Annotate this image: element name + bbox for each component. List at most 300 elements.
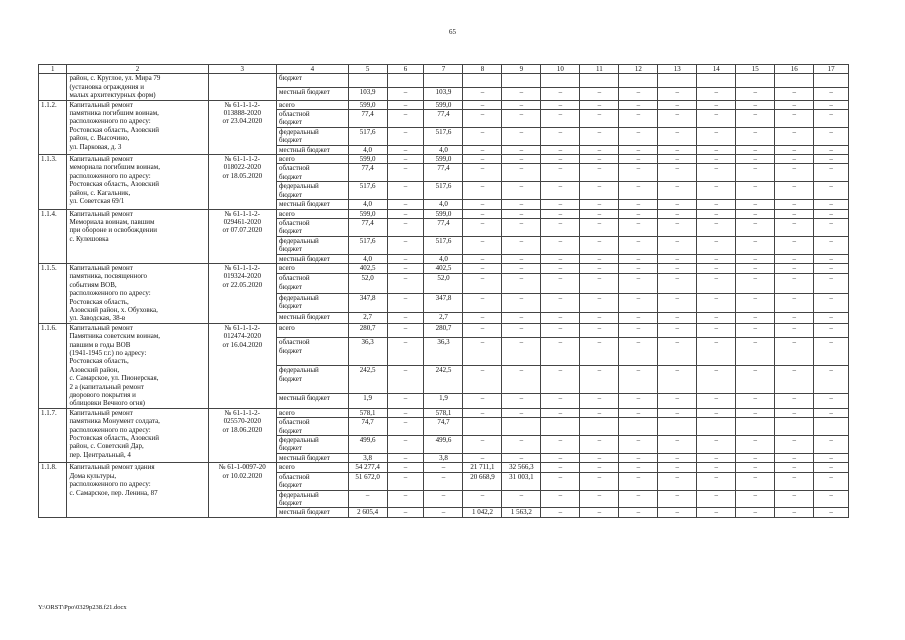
column-number: 7	[424, 65, 463, 74]
amount-cell: –	[814, 508, 849, 517]
amount-cell: –	[697, 209, 736, 218]
amount-cell: –	[580, 110, 619, 128]
amount-cell	[775, 418, 814, 436]
table-row	[39, 209, 849, 218]
cell-line: Капитальный ремонт	[69, 155, 133, 164]
amount-cell: –	[580, 164, 619, 182]
amount-cell: –	[502, 110, 541, 128]
cell-line: от 23.04.2020	[222, 117, 263, 126]
cell-line: малых архитектурных форм)	[69, 91, 156, 100]
amount-cell: 402,5	[348, 263, 387, 273]
cell-line: Капитальный ремонт	[69, 323, 133, 332]
funding-source	[277, 338, 349, 366]
amount-cell: –	[541, 274, 580, 294]
cell-line: от 18.05.2020	[222, 171, 263, 180]
amount-cell: –	[736, 209, 775, 218]
expertise-document	[208, 209, 276, 263]
amount-cell: –	[580, 366, 619, 394]
file-path: Y:\ORST\Ppo\0329p238.f21.docx	[38, 604, 127, 611]
amount-cell: 21 711,1	[463, 463, 502, 472]
amount-cell: –	[736, 490, 775, 508]
cell-line: ул. Заводская, 38-в	[69, 314, 126, 323]
amount-cell: –	[736, 366, 775, 394]
amount-cell: –	[736, 182, 775, 200]
amount-cell: –	[697, 472, 736, 490]
amount-cell: –	[580, 87, 619, 100]
amount-cell: –	[387, 366, 424, 394]
amount-cell: –	[580, 508, 619, 517]
amount-cell: –	[387, 145, 424, 154]
cell-line: бюджет	[279, 74, 302, 83]
amount-cell: –	[658, 164, 697, 182]
amount-cell: –	[658, 254, 697, 263]
funding-source	[277, 155, 349, 164]
amount-cell	[541, 74, 580, 87]
amount-cell: –	[697, 323, 736, 338]
amount-cell: –	[658, 463, 697, 472]
cell-line: с. Самарское, пер. Ленина, 87	[69, 488, 158, 497]
amount-cell: –	[502, 293, 541, 313]
cell-line: местный бюджет	[279, 200, 330, 209]
cell-line: федеральный	[279, 436, 319, 445]
amount-cell: –	[463, 218, 502, 236]
amount-cell	[580, 418, 619, 436]
amount-cell: –	[697, 436, 736, 454]
amount-cell: –	[619, 263, 658, 273]
amount-cell: –	[502, 323, 541, 338]
cell-line: бюджет	[279, 374, 302, 383]
cell-line: местный бюджет	[279, 394, 330, 403]
cell-line: местный бюджет	[279, 87, 330, 96]
cell-line: облицовки Вечного огня)	[69, 399, 145, 408]
amount-cell: –	[387, 338, 424, 366]
column-number: 5	[348, 65, 387, 74]
amount-cell: –	[387, 236, 424, 254]
amount-cell: –	[814, 472, 849, 490]
amount-cell: –	[463, 145, 502, 154]
amount-cell: 599,0	[348, 100, 387, 109]
amount-cell: –	[697, 182, 736, 200]
amount-cell: –	[387, 127, 424, 145]
amount-cell: –	[814, 408, 849, 417]
amount-cell: –	[580, 145, 619, 154]
amount-cell: –	[619, 100, 658, 109]
amount-cell: 599,0	[424, 209, 463, 218]
amount-cell: –	[619, 164, 658, 182]
cell-line: всего	[279, 100, 295, 109]
amount-cell: –	[775, 408, 814, 417]
amount-cell	[348, 74, 387, 87]
column-number: 1	[39, 65, 67, 74]
item-number: 1.1.2.	[39, 100, 67, 154]
object-name	[67, 463, 208, 517]
amount-cell: –	[502, 209, 541, 218]
amount-cell: –	[658, 408, 697, 417]
item-number: 1.1.4.	[39, 209, 67, 263]
amount-cell: –	[463, 200, 502, 209]
funding-source	[277, 366, 349, 394]
amount-cell: –	[387, 472, 424, 490]
amount-cell: –	[697, 218, 736, 236]
amount-cell: –	[348, 490, 387, 508]
amount-cell: –	[658, 453, 697, 462]
amount-cell: –	[580, 274, 619, 294]
amount-cell: –	[619, 218, 658, 236]
amount-cell: 599,0	[348, 209, 387, 218]
amount-cell: –	[580, 313, 619, 323]
amount-cell: –	[736, 274, 775, 294]
amount-cell: –	[736, 508, 775, 517]
column-number: 8	[463, 65, 502, 74]
amount-cell: –	[463, 127, 502, 145]
amount-cell: 77,4	[348, 218, 387, 236]
amount-cell: –	[814, 87, 849, 100]
amount-cell: –	[541, 408, 580, 417]
cell-line: дворового покрытия и	[69, 391, 136, 400]
cell-line: областной	[279, 338, 310, 347]
amount-cell: 2,7	[424, 313, 463, 323]
cell-line: № 61-1-1-2-	[224, 155, 260, 164]
amount-cell: –	[463, 313, 502, 323]
cell-line: расположенного по адресу:	[69, 425, 151, 434]
cell-line: всего	[279, 408, 295, 417]
amount-cell: 4,0	[424, 200, 463, 209]
amount-cell: –	[387, 453, 424, 462]
amount-cell: –	[814, 366, 849, 394]
amount-cell	[736, 74, 775, 87]
amount-cell: –	[814, 209, 849, 218]
table-row	[39, 74, 849, 87]
cell-line: местный бюджет	[279, 453, 330, 462]
amount-cell: –	[619, 366, 658, 394]
column-number: 3	[208, 65, 276, 74]
amount-cell	[736, 418, 775, 436]
amount-cell: –	[736, 87, 775, 100]
amount-cell: –	[463, 323, 502, 338]
amount-cell: –	[775, 218, 814, 236]
funding-source	[277, 453, 349, 462]
amount-cell: –	[541, 313, 580, 323]
amount-cell: –	[541, 490, 580, 508]
cell-line: Азовский район, х. Обуховка,	[69, 305, 158, 314]
amount-cell: 599,0	[424, 100, 463, 109]
amount-cell: 4,0	[348, 145, 387, 154]
object-name	[67, 100, 208, 154]
funding-source	[277, 254, 349, 263]
expertise-document	[208, 463, 276, 517]
amount-cell: –	[541, 263, 580, 273]
amount-cell: –	[814, 313, 849, 323]
cell-line: бюджет	[279, 172, 302, 181]
amount-cell: –	[697, 408, 736, 417]
amount-cell: –	[697, 145, 736, 154]
expertise-document	[208, 155, 276, 209]
cell-line: местный бюджет	[279, 508, 330, 517]
amount-cell: –	[502, 453, 541, 462]
cell-line: федеральный	[279, 293, 319, 302]
amount-cell: –	[580, 394, 619, 409]
amount-cell: –	[658, 274, 697, 294]
amount-cell: 517,6	[424, 236, 463, 254]
cell-line: при обороне и освобождении	[69, 226, 158, 235]
amount-cell: –	[736, 127, 775, 145]
amount-cell: –	[424, 472, 463, 490]
amount-cell: –	[814, 218, 849, 236]
amount-cell	[814, 74, 849, 87]
amount-cell: –	[697, 87, 736, 100]
table-row	[39, 155, 849, 164]
amount-cell: –	[658, 313, 697, 323]
amount-cell: 517,6	[348, 127, 387, 145]
amount-cell	[541, 418, 580, 436]
amount-cell: 499,6	[348, 436, 387, 454]
amount-cell	[658, 74, 697, 87]
column-number: 15	[736, 65, 775, 74]
cell-line: бюджет	[279, 444, 302, 453]
amount-cell	[424, 74, 463, 87]
amount-cell: –	[463, 436, 502, 454]
amount-cell: –	[463, 155, 502, 164]
amount-cell: 4,0	[424, 145, 463, 154]
cell-line: областной	[279, 472, 310, 481]
amount-cell: –	[775, 274, 814, 294]
amount-cell: –	[658, 366, 697, 394]
item-number: 1.1.3.	[39, 155, 67, 209]
amount-cell: 52,0	[424, 274, 463, 294]
amount-cell: –	[814, 110, 849, 128]
amount-cell: –	[463, 394, 502, 409]
amount-cell: –	[697, 463, 736, 472]
amount-cell: 599,0	[424, 155, 463, 164]
cell-line: бюджет	[279, 498, 302, 507]
amount-cell: –	[619, 293, 658, 313]
amount-cell: –	[775, 313, 814, 323]
cell-line: событиям ВОВ,	[69, 280, 117, 289]
amount-cell: –	[424, 490, 463, 508]
funding-source	[277, 263, 349, 273]
amount-cell: –	[814, 293, 849, 313]
amount-cell: –	[697, 127, 736, 145]
column-number: 9	[502, 65, 541, 74]
amount-cell: –	[580, 236, 619, 254]
expertise-document	[208, 408, 276, 462]
amount-cell: –	[541, 182, 580, 200]
amount-cell: –	[580, 293, 619, 313]
amount-cell: –	[658, 338, 697, 366]
amount-cell: –	[387, 263, 424, 273]
funding-source	[277, 418, 349, 436]
amount-cell: –	[697, 200, 736, 209]
amount-cell: 52,0	[348, 274, 387, 294]
column-number: 12	[619, 65, 658, 74]
cell-line: Ростовская область,	[69, 297, 129, 306]
cell-line: памятника погибшим воинам,	[69, 109, 159, 118]
amount-cell: 499,6	[424, 436, 463, 454]
amount-cell: –	[775, 254, 814, 263]
amount-cell: –	[775, 164, 814, 182]
cell-line: расположенного по адресу:	[69, 117, 151, 126]
amount-cell: –	[387, 490, 424, 508]
cell-line: Капитальный ремонт здания	[69, 463, 155, 472]
cell-line: местный бюджет	[279, 313, 330, 322]
amount-cell	[580, 74, 619, 87]
amount-cell: –	[502, 127, 541, 145]
cell-line: Ростовская область, Азовский	[69, 125, 160, 134]
amount-cell: –	[541, 155, 580, 164]
cell-line: 029461-2020	[223, 217, 261, 226]
amount-cell: –	[541, 472, 580, 490]
amount-cell: –	[697, 254, 736, 263]
amount-cell: –	[619, 236, 658, 254]
funding-source	[277, 490, 349, 508]
object-name	[67, 155, 208, 209]
cell-line: бюджет	[279, 346, 302, 355]
amount-cell: –	[387, 110, 424, 128]
table-row	[39, 463, 849, 472]
amount-cell: 3,8	[424, 453, 463, 462]
amount-cell: 517,6	[348, 182, 387, 200]
cell-line: областной	[279, 164, 310, 173]
amount-cell: 4,0	[424, 254, 463, 263]
amount-cell: 517,6	[424, 182, 463, 200]
amount-cell: –	[580, 408, 619, 417]
cell-line: бюджет	[279, 302, 302, 311]
amount-cell: –	[580, 155, 619, 164]
cell-line: расположенного по адресу:	[69, 289, 151, 298]
cell-line: областной	[279, 110, 310, 119]
amount-cell: 103,9	[348, 87, 387, 100]
funding-source	[277, 436, 349, 454]
amount-cell: –	[463, 209, 502, 218]
amount-cell: –	[697, 263, 736, 273]
amount-cell: –	[619, 155, 658, 164]
amount-cell: –	[541, 508, 580, 517]
amount-cell: –	[814, 200, 849, 209]
amount-cell: –	[463, 110, 502, 128]
amount-cell: 242,5	[348, 366, 387, 394]
amount-cell: 54 277,4	[348, 463, 387, 472]
amount-cell: –	[658, 472, 697, 490]
amount-cell: –	[619, 313, 658, 323]
cell-line: Дома культуры,	[69, 471, 117, 480]
funding-source	[277, 145, 349, 154]
amount-cell: –	[463, 100, 502, 109]
amount-cell: –	[619, 453, 658, 462]
column-number: 13	[658, 65, 697, 74]
amount-cell: 20 668,9	[463, 472, 502, 490]
cell-line: бюджет	[279, 227, 302, 236]
funding-source	[277, 394, 349, 409]
amount-cell	[697, 74, 736, 87]
amount-cell: –	[580, 200, 619, 209]
amount-cell: –	[697, 490, 736, 508]
amount-cell: 599,0	[348, 155, 387, 164]
column-number-row	[39, 65, 849, 74]
amount-cell: –	[658, 155, 697, 164]
amount-cell: –	[736, 408, 775, 417]
amount-cell: –	[658, 218, 697, 236]
column-number: 11	[580, 65, 619, 74]
amount-cell: –	[775, 155, 814, 164]
amount-cell: –	[424, 508, 463, 517]
amount-cell: –	[658, 323, 697, 338]
funding-source	[277, 463, 349, 472]
amount-cell: –	[736, 436, 775, 454]
amount-cell: –	[619, 87, 658, 100]
cell-line: с. Самарское, ул. Пионерская,	[69, 374, 159, 383]
object-name	[67, 408, 208, 462]
amount-cell: –	[736, 100, 775, 109]
funding-source	[277, 110, 349, 128]
cell-line: № 61-1-1-2-	[224, 209, 260, 218]
cell-line: 2 а (капитальный ремонт	[69, 382, 144, 391]
amount-cell: –	[580, 100, 619, 109]
amount-cell: 74,7	[348, 418, 387, 436]
cell-line: с. Кулешовка	[69, 234, 109, 243]
cell-line: федеральный	[279, 127, 319, 136]
column-number: 10	[541, 65, 580, 74]
cell-line: от 16.04.2020	[222, 340, 263, 349]
cell-line: павшим в годы ВОВ	[69, 340, 131, 349]
amount-cell: –	[387, 436, 424, 454]
cell-line: местный бюджет	[279, 254, 330, 263]
amount-cell: –	[775, 293, 814, 313]
amount-cell: –	[463, 182, 502, 200]
amount-cell	[619, 74, 658, 87]
amount-cell: 1,9	[348, 394, 387, 409]
cell-line: 012474-2020	[223, 332, 261, 341]
funding-source	[277, 182, 349, 200]
column-number: 17	[814, 65, 849, 74]
amount-cell: –	[775, 263, 814, 273]
amount-cell: –	[619, 508, 658, 517]
amount-cell: –	[502, 254, 541, 263]
amount-cell: –	[658, 145, 697, 154]
amount-cell: –	[736, 323, 775, 338]
amount-cell: –	[814, 323, 849, 338]
cell-line: № 61-1-1-2-	[224, 100, 260, 109]
cell-line: Мемориала воинам, павшим	[69, 217, 155, 226]
amount-cell: –	[658, 200, 697, 209]
amount-cell: –	[463, 274, 502, 294]
amount-cell: –	[775, 366, 814, 394]
funding-source	[277, 209, 349, 218]
cell-line: Капитальный ремонт	[69, 263, 133, 272]
cell-line: Капитальный ремонт	[69, 209, 133, 218]
amount-cell: –	[736, 110, 775, 128]
amount-cell: –	[736, 155, 775, 164]
amount-cell: –	[463, 490, 502, 508]
item-number: 1.1.6.	[39, 323, 67, 408]
funding-source	[277, 236, 349, 254]
amount-cell: –	[619, 145, 658, 154]
amount-cell: –	[502, 490, 541, 508]
cell-line: всего	[279, 463, 295, 472]
budget-table	[38, 64, 849, 518]
amount-cell: –	[387, 323, 424, 338]
amount-cell: –	[736, 263, 775, 273]
amount-cell: –	[814, 263, 849, 273]
amount-cell: 32 566,3	[502, 463, 541, 472]
amount-cell: –	[697, 164, 736, 182]
amount-cell: –	[424, 463, 463, 472]
amount-cell: –	[619, 274, 658, 294]
amount-cell: –	[814, 463, 849, 472]
funding-source	[277, 408, 349, 417]
cell-line: от 10.02.2020	[222, 471, 263, 480]
amount-cell: –	[814, 182, 849, 200]
amount-cell: –	[580, 209, 619, 218]
